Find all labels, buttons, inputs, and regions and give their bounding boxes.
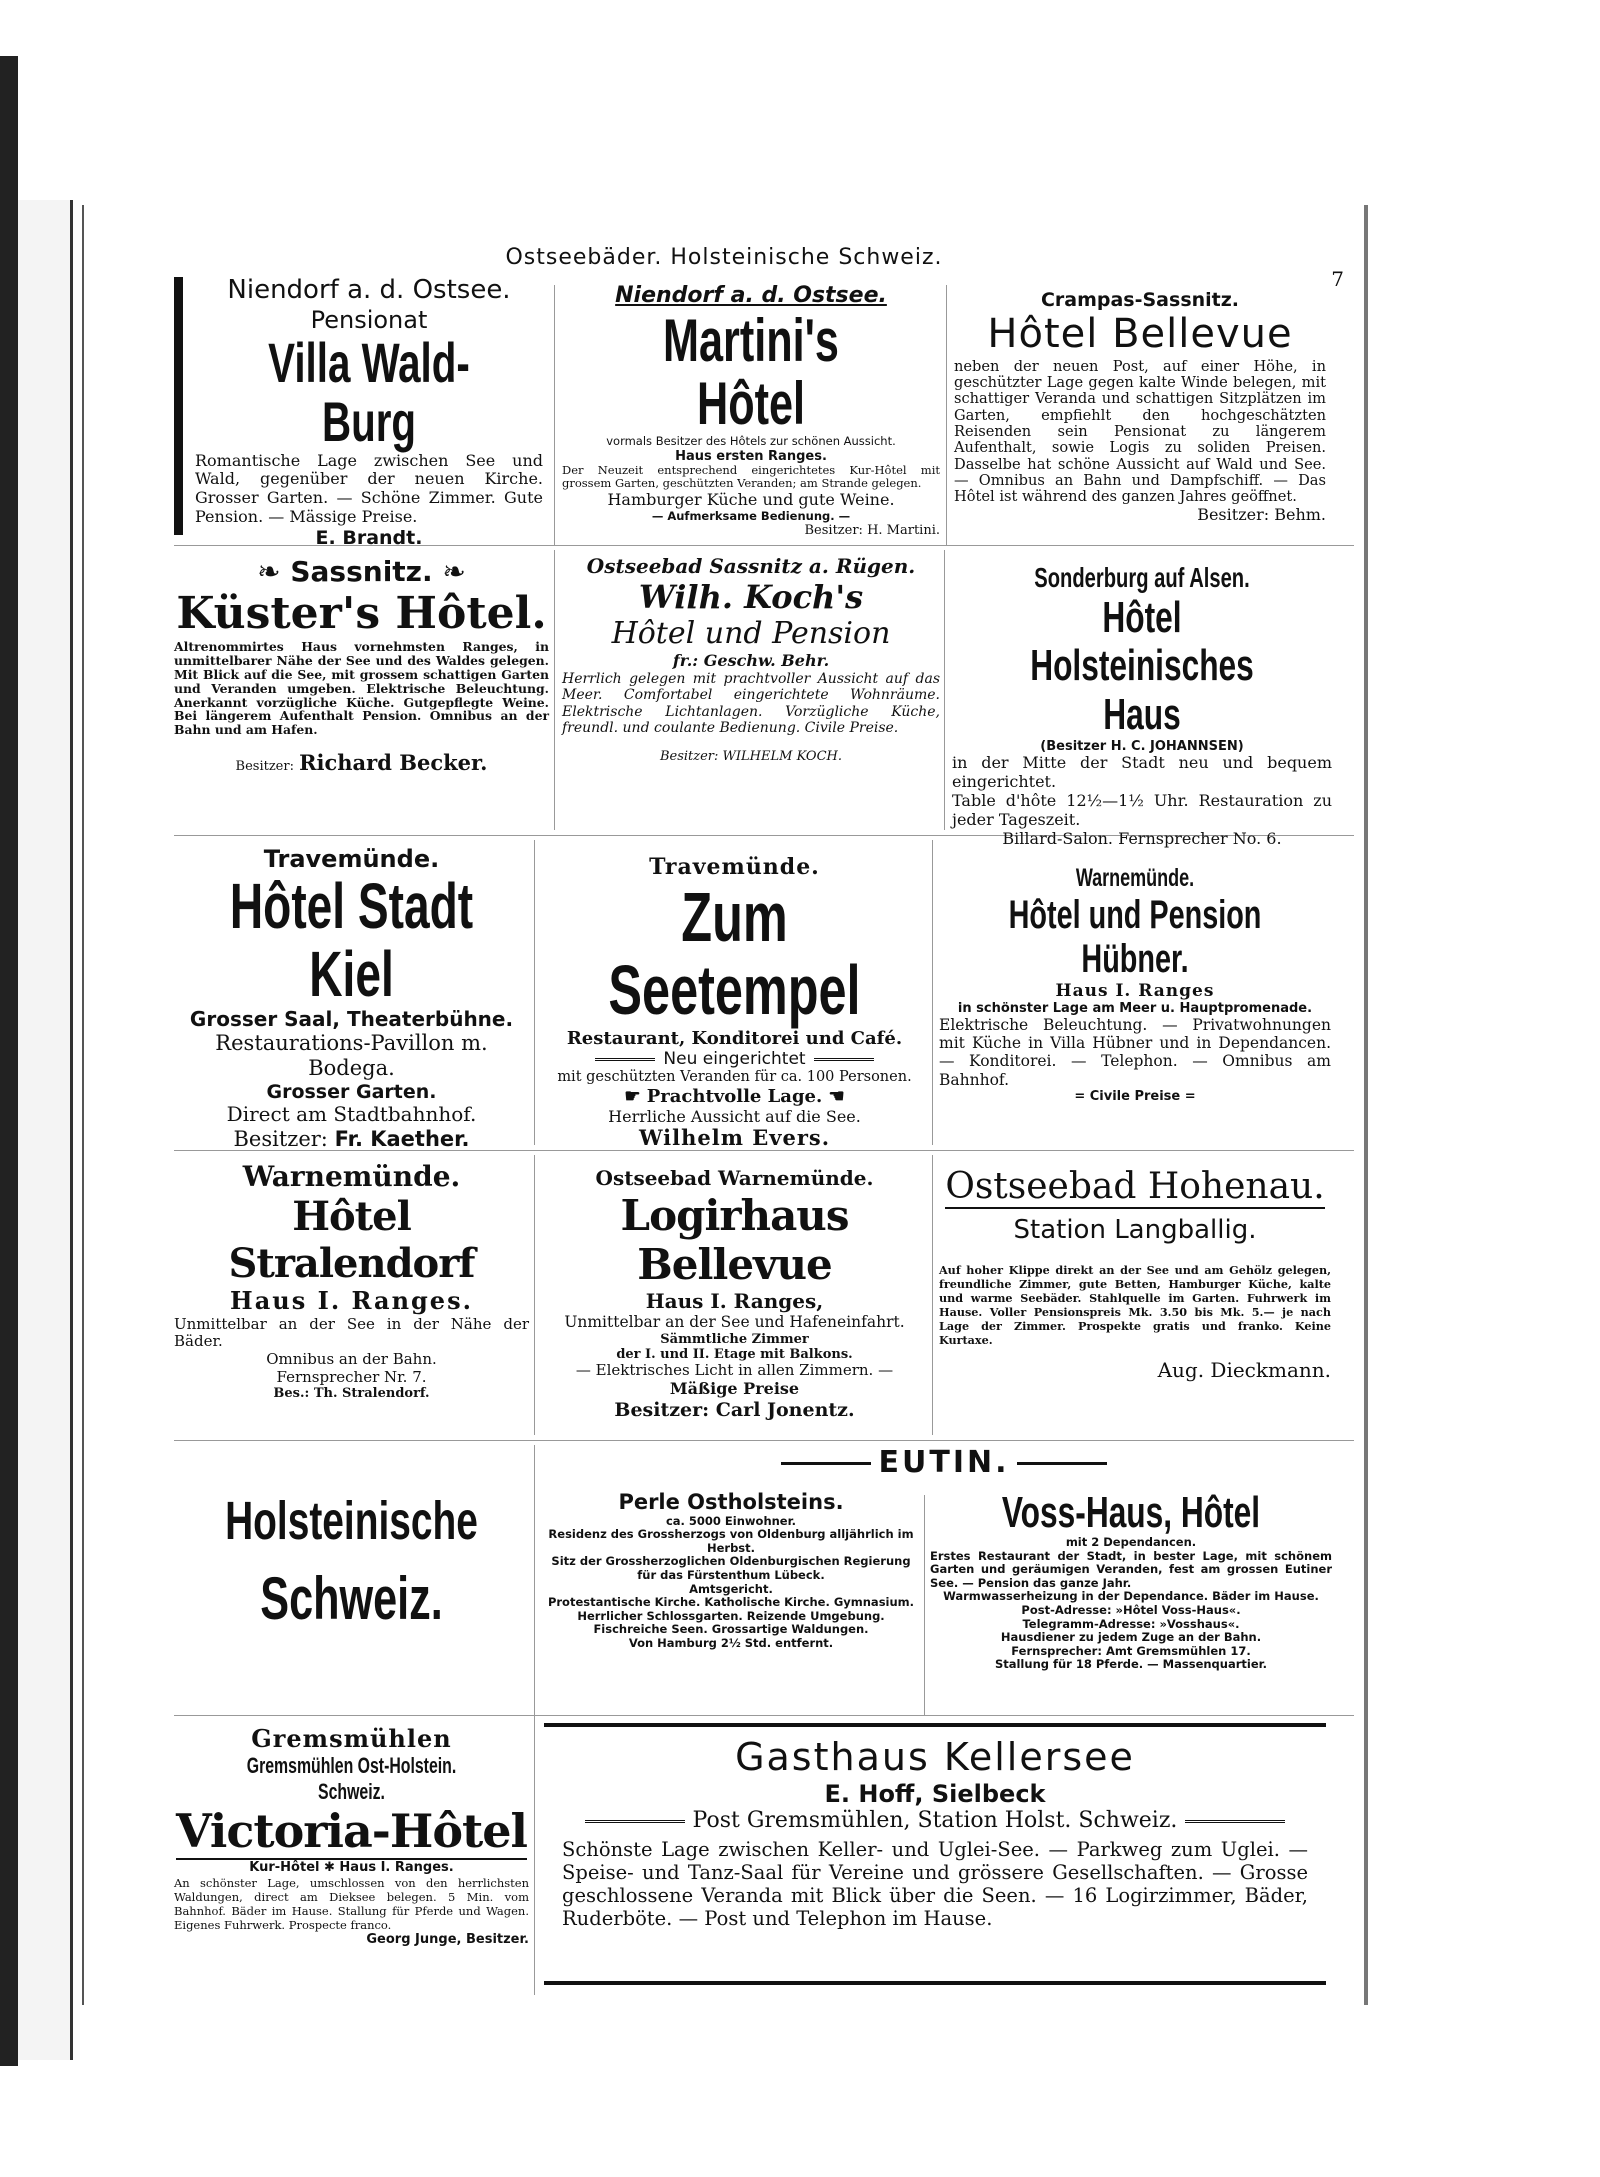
ad-hotel-name: Villa Wald-Burg [268,330,470,453]
ad-line: Residenz des Grossherzogs von Oldenburg alljährlich im Herbst. [548,1527,914,1555]
column-divider [932,1155,933,1435]
ad-hotel-bellevue [954,289,1326,545]
ad-service: — Aufmerksame Bedienung. — [651,508,851,523]
column-divider [554,285,555,545]
ad-feature: mit geschützten Veranden für ca. 100 Personen. [557,1069,912,1086]
ad-owner: Richard Becker. [299,750,488,776]
ad-hotel-name: Küster's Hôtel. [176,588,547,640]
column-divider [946,285,947,545]
ad-hotel-stralendorf [174,1160,529,1435]
ad-line: Erstes Restaurant der Stadt, in bester Lage, mit schönem Garten und geräumigen Veranden, fest am grossen Eutiner See. — Pension das ganze Jahr. [930,1548,1332,1590]
ad-title: Perle Ostholsteins. [618,1490,844,1514]
ad-feature: Grosser Garten. [266,1080,437,1103]
ad-location: Warnemünde. [1075,864,1195,892]
section-title: Holsteinische [225,1491,478,1551]
ad-martinis-hotel [562,283,940,545]
ad-subtitle: vormals Besitzer des Hôtels zur schönen Aussicht. [606,433,896,448]
ad-feature: Prachtvolle Lage. [646,1086,823,1108]
ad-hotel-name: Hôtel Stadt Kiel [229,870,474,1010]
advertisement-page [82,205,1368,2005]
ad-body: Herrlich gelegen mit prachtvoller Aussicht auf das Meer. Comfortabel eingerichtete Wohnräume. Elektrische Lichtanlagen. Vorzügliche Küche, freundl. und coulante Bedienung. Civile Preise. [562,670,940,737]
town-name: EUTIN. [878,1445,1010,1480]
ad-feature: Omnibus an der Bahn. [266,1350,437,1369]
ad-owner-label: Besitzer: [235,759,294,775]
decorative-bar [174,277,183,535]
ad-feature: Restaurations-Pavillon m. Bodega. [215,1031,488,1081]
row-divider [174,1715,1354,1716]
column-divider [534,1155,535,1435]
ad-kuesters-hotel [174,555,549,830]
ad-location: Ostseebad Sassnitz a. Rügen. [586,554,916,578]
ad-voss-haus-hotel [930,1490,1332,1715]
ad-body: Auf hoher Klippe direkt an der See und am Gehölz gelegen, freundliche Zimmer, gute Betten, Hamburger Küche, kalte und warme Seebäder. Stahlquelle im Garten. Fuhrwerk im Hause. Voller Pensionspreis Mk. 3.50 bis Mk. 5.— je nach Lage der Zimmer. Prospekte gratis und franko. Keine Kurtaxe. [939,1263,1331,1348]
ad-prices: Mäßige Preise [669,1378,800,1398]
ad-subtitle: mit 2 Dependancen. [1065,1535,1197,1550]
section-title-2: Schweiz. [260,1564,443,1632]
ad-line: Herrlicher Schlossgarten. Reizende Umgebung. Fischreiche Seen. Grossartige Waldungen. [577,1608,885,1637]
column-divider [944,550,945,830]
row-divider [174,1440,1354,1441]
ad-prices: = Civile Preise = [1074,1089,1196,1104]
facing-page-edge [18,200,73,2060]
ad-feature: — Elektrisches Licht in allen Zimmern. — [575,1361,894,1380]
ad-body: Unmittelbar an der See und Hafeneinfahrt. [564,1313,905,1332]
page-number: 7 [1331,267,1344,291]
ad-hotel-name: Victoria-Hôtel [176,1804,527,1860]
ad-hotel-name-2: Hôtel und Pension [611,616,891,652]
ad-owner: Besitzer: H. Martini. [804,523,940,539]
ad-location: Niendorf a. d. Ostsee. [227,275,511,305]
ad-line: Hausdiener zu jedem Zuge an der Bahn. [1000,1630,1262,1645]
ad-hotel-holsteinisches-haus [952,562,1332,848]
ad-station: Station Langballig. [1013,1214,1257,1245]
ad-rank: Haus I. Ranges. [230,1286,473,1316]
ad-location: Travemünde. [263,845,440,873]
pointing-hand-icon: ☚ [822,1086,845,1108]
column-divider [534,1445,535,1995]
ad-line: Warmwasserheizung in der Dependance. Bäder im Hause. [943,1589,1319,1604]
ad-line: Von Hamburg 2½ Std. entfernt. [628,1635,834,1650]
ad-location: Sonderburg auf Alsen. [1034,562,1250,593]
ad-body: Unmittelbar an der See in der Nähe der Bäder. [174,1314,529,1351]
ad-feature: Herrliche Aussicht auf die See. [608,1106,861,1126]
ad-location: Gremsmühlen [251,1724,452,1753]
pointing-hand-icon: ☛ [624,1086,647,1108]
ad-line: Telegramm-Adresse: »Vosshaus«. [1022,1616,1240,1631]
ad-hotel-name: Gasthaus Kellersee [735,1735,1135,1779]
ad-subtitle: Restaurant, Konditorei und Café. [566,1027,903,1049]
ad-location: Sassnitz. [290,555,433,588]
ad-line: Fernsprecher: Amt Gremsmühlen 17. [1011,1643,1251,1658]
ad-body: Altrenommirtes Haus vornehmsten Ranges, in unmittelbarer Nähe der See und des Waldes gelegen. Mit Blick auf die See, mit grossem schattigen Garten und Veranden umgeben. Elektrische Beleuchtung. Anerkannt vorzügliche Küche. Gutgepflegte Weine. Bei längerem Aufenthalt Pension. Omnibus an der Bahn und am Hafen. [174,638,549,738]
ad-owner-label: Besitzer: [233,1126,328,1151]
ad-body: An schönster Lage, umschlossen von den herrlichsten Waldungen, direct am Dieksee belegen. 5 Min. vom Bahnhof. Bäder im Hause. Stallung für Pferde und Wagen. Eigenes Fuhrwerk. Prospecte franco. [174,1875,529,1932]
running-header: Ostseebäder. Holsteinische Schweiz. [505,245,943,270]
ad-hotel-name: Hôtel Stralendorf [228,1193,475,1288]
ad-cuisine: Hamburger Küche und gute Weine. [607,489,895,509]
ad-owner: Wilhelm Evers. [638,1125,831,1151]
border-rule [544,1981,1326,1985]
ad-zum-seetempel [542,854,927,1151]
ad-body: Der Neuzeit entsprechend eingerichtetes Kur-Hôtel mit grossem Garten, geschützten Veranden; am Strande gelegen. [562,462,940,491]
column-divider [534,840,535,1145]
ad-feature: Sämmtliche Zimmer [660,1331,809,1347]
ad-line: Post-Adresse: »Hôtel Voss-Haus«. [1021,1603,1241,1617]
ad-location: Travemünde. [649,854,820,880]
ad-hotel-huebner [939,865,1331,1145]
ad-rank: Haus I. Ranges [1055,980,1215,1001]
ad-hotel-stadt-kiel [174,845,529,1151]
ad-owner: (Besitzer H. C. JOHANNSEN) [1040,738,1244,754]
ad-subtitle: Pensionat [310,305,428,334]
ad-location: Ostseebad Warnemünde. [595,1166,874,1190]
ad-location: Niendorf a. d. Ostsee. [615,283,887,308]
ad-feature: der I. und II. Etage mit Balkons. [616,1346,853,1362]
ad-location-detail: in schönster Lage am Meer u. Hauptpromenade. [957,1000,1313,1016]
ad-eutin [542,1490,920,1715]
ad-gasthaus-kellersee [544,1735,1326,1979]
ad-body: neben der neuen Post, auf einer Höhe, in geschützter Lage gegen kalte Winde belegen, mit schattiger Veranda und schattigen Sitzplätzen im Garten, empfiehlt den hochgeschätzten Reisenden sein Pensionat zu längerem Aufenthalt, sowie Logis zu soliden Preisen. Dasselbe hat schöne Aussicht auf Wald und See. — Omnibus an Bahn und Dampfschiff. — Das Hôtel ist während des ganzen Jahres geöffnet. [954,357,1326,506]
ad-hotel-name: Hôtel Bellevue [987,311,1293,358]
ad-victoria-hotel [174,1725,529,1995]
ad-feature: Direct am Stadtbahnhof. [226,1102,477,1127]
leaf-ornament-icon: ❧ [432,555,466,588]
ad-subtitle: fr.: Geschw. Behr. [672,650,830,670]
column-divider [932,840,933,1145]
ad-line: Amtsgericht. [689,1581,773,1596]
ad-contact: Fernsprecher Nr. 7. [276,1367,427,1386]
ad-villa-wald-burg [189,275,549,550]
leaf-ornament-icon: ❧ [257,555,291,588]
ad-location-detail: Gremsmühlen Ost-Holstein. Schweiz. [246,1753,457,1804]
ad-owner: E. Hoff, Sielbeck [824,1779,1046,1808]
ad-contact: Billard-Salon. Fernsprecher No. 6. [1002,828,1282,848]
ad-line: Stallung für 18 Pferde. — Massenquartier. [994,1657,1268,1672]
ad-rank: Kur-Hôtel ✱ Haus I. Ranges. [249,1860,454,1876]
ad-location: Crampas-Sassnitz. [1040,289,1240,311]
ad-hotel-name: Hôtel und Pension Hübner. [1008,892,1262,981]
ad-hotel-name: Zum Seetempel [608,877,861,1030]
column-divider [554,550,555,830]
ad-note: Neu eingerichtet [663,1049,806,1070]
ad-hotel-name: Voss-Haus, Hôtel [1001,1488,1261,1537]
ad-owner: Georg Junge, Besitzer. [366,1931,529,1947]
ad-owner: Besitzer: WILHELM KOCH. [659,748,843,764]
ad-hotel-name: Logirhaus Bellevue [620,1190,849,1290]
eutin-heading [544,1445,1344,1485]
ad-owner: Aug. Dieckmann. [1157,1358,1331,1383]
section-holsteinische-schweiz [174,1485,529,1705]
ad-owner: E. Brandt. [315,527,423,550]
ad-rank: Haus I. Ranges, [645,1288,824,1313]
ad-hotel-name: Hôtel Holsteinisches Haus [1030,592,1254,739]
ad-body: Elektrische Beleuchtung. — Privatwohnungen mit Küche in Villa Hübner und in Dependancen. — Konditorei. — Telephon. — Omnibus am Bahnhof. [939,1015,1331,1089]
ad-hotel-name: Martini's Hôtel [663,306,839,437]
ad-line: Sitz der Grossherzoglichen Oldenburgischen Regierung für das Fürstenthum Lübeck. [551,1554,911,1583]
ad-owner: Besitzer: Carl Jonentz. [614,1398,855,1421]
ad-owner: Besitzer: Behm. [1197,504,1326,524]
ad-body: in der Mitte der Stadt neu und bequem eingerichtet. [952,753,1332,792]
ad-owner: Fr. Kaether. [334,1126,470,1151]
column-divider [924,1495,925,1715]
ad-feature: Grosser Saal, Theaterbühne. [189,1006,514,1031]
ad-line: Protestantische Kirche. Katholische Kirche. Gymnasium. [547,1595,915,1610]
ad-population: ca. 5000 Einwohner. [665,1513,797,1528]
ad-kochs-hotel [562,555,940,830]
ad-post-station: Post Gremsmühlen, Station Holst. Schweiz. [692,1808,1178,1834]
ad-body: Romantische Lage zwischen See und Wald, gegenüber der neuen Kirche. Grosser Garten. — Schöne Zimmer. Gute Pension. — Mässige Preise. [195,450,543,527]
ad-rank: Haus ersten Ranges. [675,448,827,464]
ad-owner: Bes.: Th. Stralendorf. [273,1386,430,1402]
ad-logirhaus-bellevue [542,1167,927,1435]
border-rule [544,1723,1326,1727]
ad-hotel-name: Ostseebad Hohenau. [945,1166,1325,1207]
ad-dining: Table d'hôte 12½—1½ Uhr. Restauration zu jeder Tageszeit. [952,791,1332,829]
ad-ostseebad-hohenau [939,1167,1331,1437]
ad-hotel-name: Wilh. Koch's [638,577,864,616]
book-spine [0,56,18,2066]
ad-location: Warnemünde. [242,1160,461,1193]
ad-body: Schönste Lage zwischen Keller- und Uglei-See. — Parkweg zum Uglei. — Speise- und Tanz-Saal für Vereine und grössere Gesellschaften. — Grosse geschlossene Veranda mit Blick über die Seen. — 16 Logirzimmer, Bäder, Ruderböte. — Post und Telephon im Hause. [562,1838,1308,1931]
